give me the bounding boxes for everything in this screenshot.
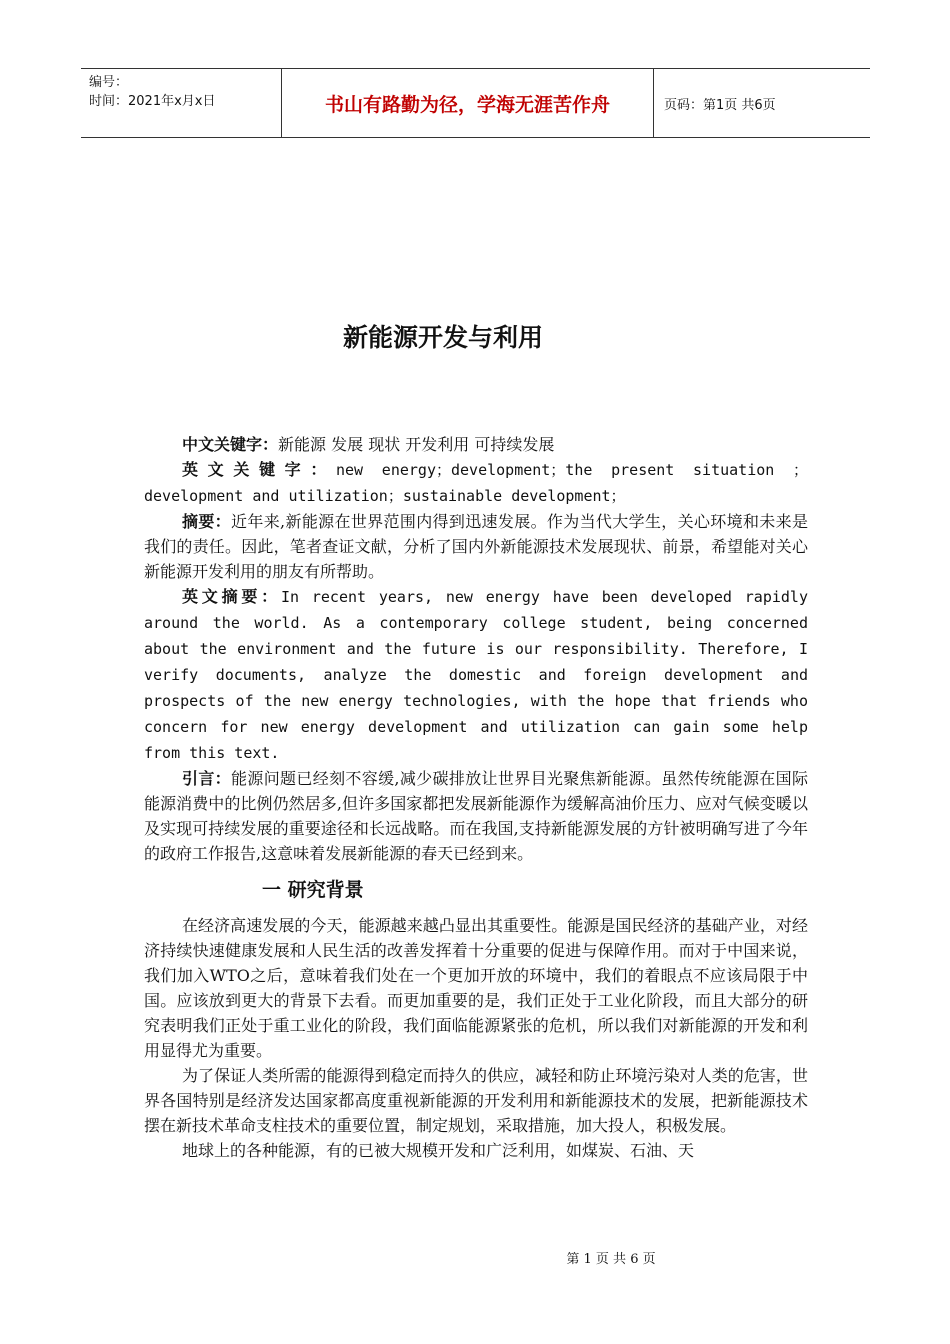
section-paragraph: 为了保证人类所需的能源得到稳定而持久的供应，减轻和防止环境污染对人类的危害，世界各国特别是经济发达国家都高度重视新能源的开发利用和新能源技术的发展，把新能源技术摆在新技术革命支柱技术的重要位置，制定规划，采取措施，加大投人，积极发展。 xyxy=(144,1066,808,1135)
keywords-en xyxy=(144,457,808,509)
section-paragraph: 地球上的各种能源，有的已被大规模开发和广泛利用，如煤炭、石油、天 xyxy=(182,1141,695,1160)
abstract-cn-label: 摘要： xyxy=(182,512,232,531)
header-page-info: 页码：第1页 共6页 xyxy=(664,97,776,113)
abstract-cn-text: 近年来,新能源在世界范围内得到迅速发展。作为当代大学生，关心环境和未来是我们的责任。因此，笔者查证文献，分析了国内外新能源技术发展现状、前景，希望能对关心新能源开发利用的朋友有所帮助。 xyxy=(144,512,808,581)
document-body xyxy=(144,432,808,1163)
section-heading: 一 研究背景 xyxy=(262,879,364,901)
keywords-cn-label: 中文关键字： xyxy=(182,435,279,454)
abstract-en-label: 英文摘要： xyxy=(182,587,281,606)
keywords-cn-text: 新能源 发展 现状 开发利用 可持续发展 xyxy=(278,435,555,454)
keywords-en-label: 英文关键字： xyxy=(182,460,336,479)
page-footer: 第 1 页 共 6 页 xyxy=(566,1252,656,1267)
section-paragraph: 在经济高速发展的今天，能源越来越凸显出其重要性。能源是国民经济的基础产业，对经济持续快速健康发展和人民生活的改善发挥着十分重要的促进与保障作用。而对于中国来说，我们加入WTO之后，意味着我们处在一个更加开放的环境中，我们的着眼点不应该局限于中国。应该放到更大的背景下去看。而更加重要的是，我们正处于工业化阶段，而且大部分的研究表明我们正处于重工业化的阶段，我们面临能源紧张的危机，所以我们对新能源的开发和利用显得尤为重要。 xyxy=(144,916,808,1060)
introduction xyxy=(144,766,808,866)
page-header xyxy=(81,68,870,138)
number-label: 编号： xyxy=(89,75,129,90)
keywords-en-text: new energy；development；the present situation ；development and utilization；sustainable development； xyxy=(144,461,808,505)
header-motto: 书山有路勤为径，学海无涯苦作舟 xyxy=(282,69,654,137)
introduction-label: 引言： xyxy=(182,769,232,788)
keywords-cn xyxy=(144,432,808,457)
introduction-text: 能源问题已经刻不容缓,减少碳排放让世界目光聚焦新能源。虽然传统能源在国际能源消费中的比例仍然居多,但许多国家都把发展新能源作为缓解高油价压力、应对气候变暖以及实现可持续发展的重要途径和长远战略。而在我国,支持新能源发展的方针被明确写进了今年的政府工作报告,这意味着发展新能源的春天已经到来。 xyxy=(144,769,808,863)
abstract-en-text: In recent years, new energy have been developed rapidly around the world. As a contemporary college student, being concerned about the environment and the future is our responsibility. Therefore, I verify documents, analyze the domestic and foreign development and prospects of the new energy technologies, with the hope that friends who concern for new energy development and utilization can gain some help from this text. xyxy=(144,588,808,762)
document-title: 新能源开发与利用 xyxy=(342,323,543,352)
abstract-en xyxy=(144,584,808,766)
abstract-cn xyxy=(144,509,808,584)
date-label: 时间：2021年x月x日 xyxy=(89,94,216,109)
header-meta xyxy=(81,69,282,137)
